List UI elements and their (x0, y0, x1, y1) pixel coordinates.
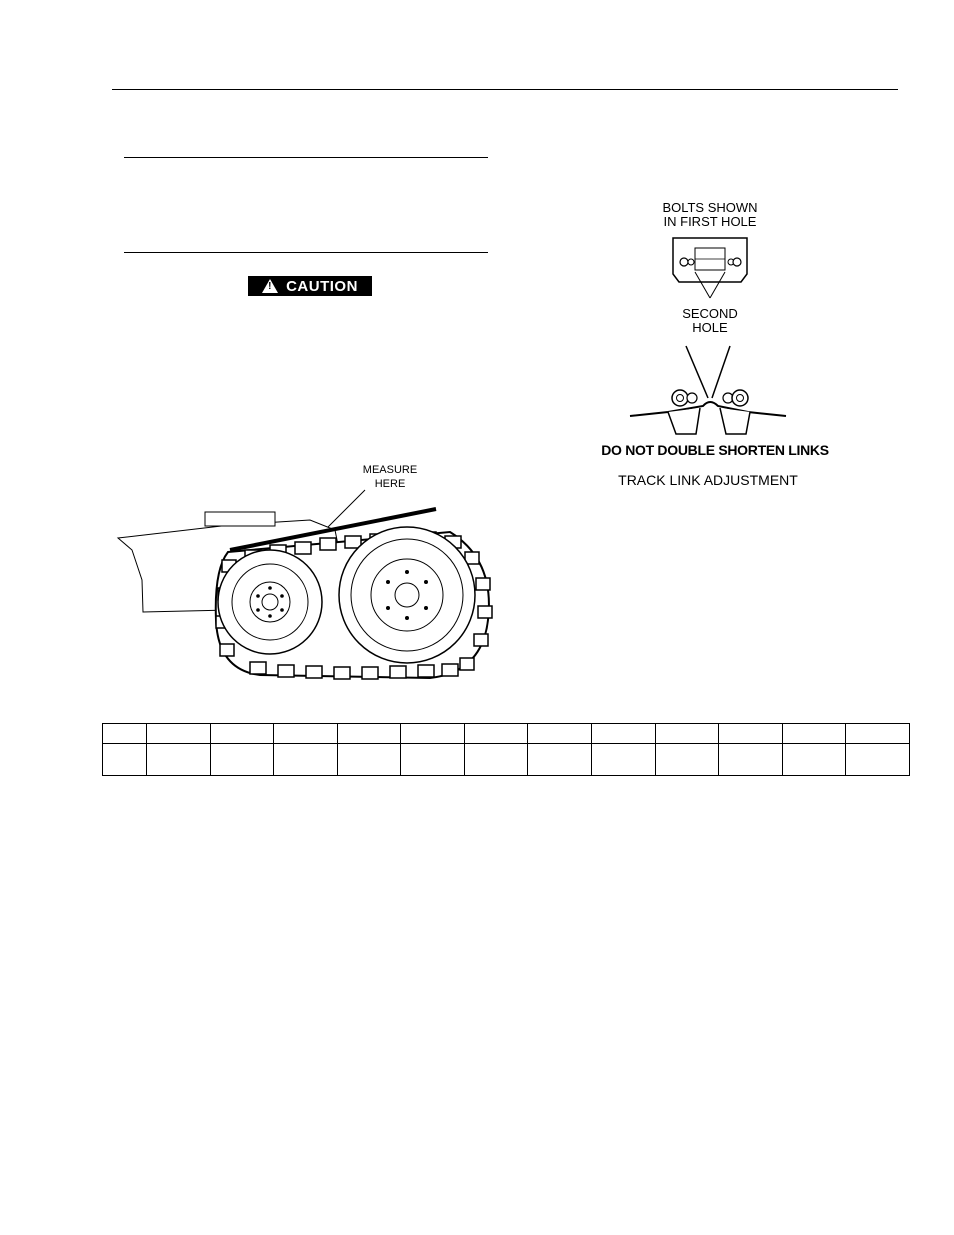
table-cell (846, 744, 910, 776)
first-hole-label-line2: IN FIRST HOLE (663, 214, 757, 229)
warning-triangle-icon: ! (262, 279, 278, 293)
first-hole-label-line1: BOLTS SHOWN (662, 200, 758, 215)
caution-text: CAUTION (286, 277, 358, 295)
table-cell (464, 744, 528, 776)
table-cell (401, 744, 465, 776)
table-cell (103, 724, 147, 744)
table-cell (592, 724, 656, 744)
table-cell (528, 724, 592, 744)
second-hole-link-drawing (628, 342, 788, 437)
section-rule-bottom (124, 252, 488, 253)
measure-callout-line2: HERE (374, 478, 406, 490)
table-cell (592, 744, 656, 776)
spec-table (102, 723, 910, 776)
table-cell (337, 744, 401, 776)
second-hole-label-line1: SECOND (682, 306, 738, 321)
table-cell (655, 744, 719, 776)
measure-callout-line1: MEASURE (362, 464, 418, 476)
table-cell (719, 724, 783, 744)
header-rule (112, 89, 898, 90)
table-cell (782, 724, 846, 744)
table-cell (103, 744, 147, 776)
table-cell (528, 744, 592, 776)
table-row (103, 744, 910, 776)
caution-label (248, 276, 372, 296)
track-measure-figure (110, 460, 500, 690)
table-cell (401, 724, 465, 744)
section-rule-top (124, 157, 488, 158)
table-cell (210, 744, 274, 776)
table-cell (782, 744, 846, 776)
table-cell (846, 724, 910, 744)
first-hole-link-drawing (665, 234, 755, 304)
double-shorten-warning: DO NOT DOUBLE SHORTEN LINKS (601, 442, 829, 458)
table-cell (210, 724, 274, 744)
table-cell (464, 724, 528, 744)
table-cell (274, 744, 338, 776)
table-cell (719, 744, 783, 776)
figure-caption: TRACK LINK ADJUSTMENT (618, 472, 798, 488)
table-cell (147, 724, 211, 744)
table-cell (655, 724, 719, 744)
table-cell (147, 744, 211, 776)
table-cell (274, 724, 338, 744)
table-cell (337, 724, 401, 744)
table-row (103, 724, 910, 744)
second-hole-label-line2: HOLE (692, 320, 728, 335)
